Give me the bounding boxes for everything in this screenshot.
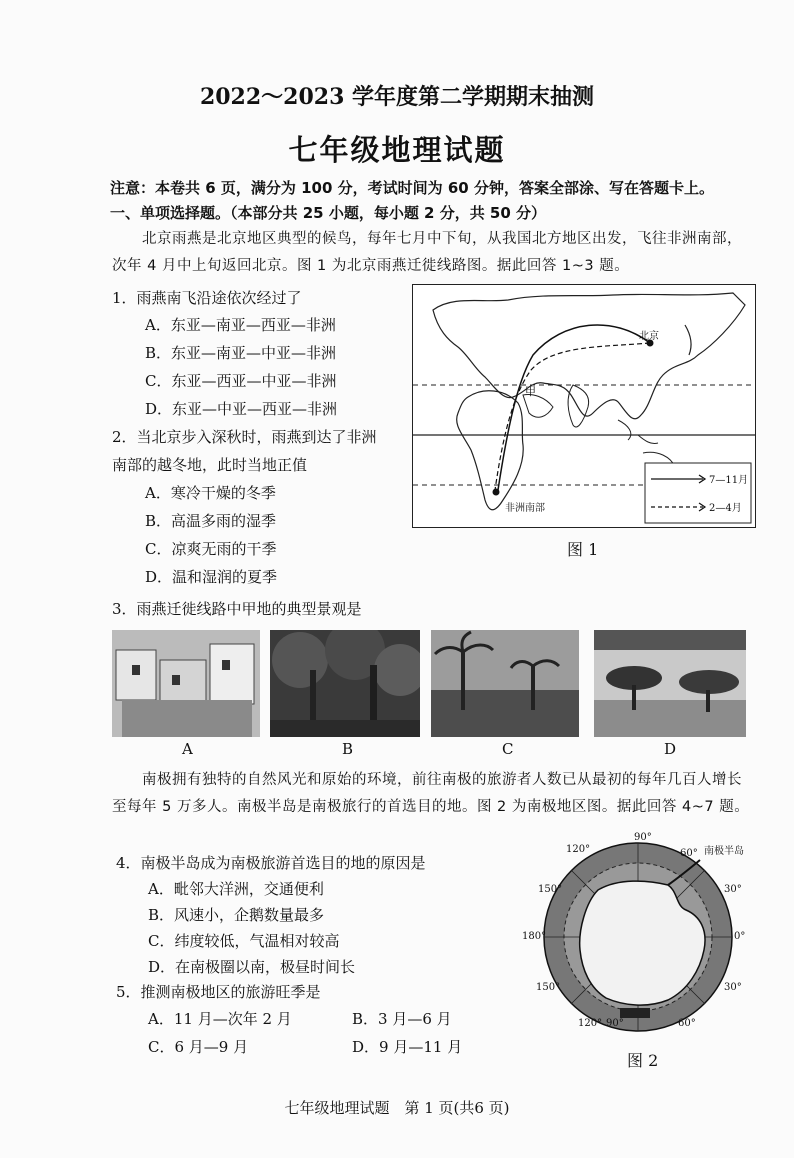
- section-heading: 一、单项选择题。（本部分共 25 小题，每小题 2 分，共 50 分）: [110, 204, 547, 222]
- jia-label: 甲: [525, 385, 536, 398]
- question-2-option-a: A．寒冷干燥的冬季: [145, 484, 276, 502]
- question-1-stem: 1．雨燕南飞沿途依次经过了: [112, 289, 302, 307]
- south-africa-label: 非洲南部: [505, 503, 545, 514]
- question-2-stem-line1: 2．当北京步入深秋时，雨燕到达了非洲: [112, 428, 377, 446]
- photo-d-graphic: [594, 630, 746, 737]
- question-1-option-c: C．东亚—西亚—中亚—非洲: [145, 372, 337, 390]
- question-2-stem-line2: 南部的越冬地，此时当地正值: [112, 456, 308, 474]
- legend-solid-label: 7—11月: [709, 475, 749, 486]
- deg-120-top: 120°: [566, 844, 591, 855]
- question-4-option-c: C．纬度较低，气温相对较高: [148, 932, 340, 950]
- question-5-option-a: A．11 月—次年 2 月: [148, 1010, 292, 1028]
- exam-header-title: 2022～2023 学年度第二学期期末抽测: [199, 84, 595, 110]
- figure-2-antarctica-map: [522, 830, 764, 1040]
- deg-60-bottom: 60°: [678, 1018, 696, 1029]
- photo-b-graphic: [270, 630, 420, 737]
- photo-a-graphic: [112, 630, 260, 737]
- deg-180: 180°: [522, 931, 547, 942]
- question-1-option-b: B．东亚—南亚—中亚—非洲: [145, 344, 337, 362]
- photo-a-label: A: [182, 740, 193, 758]
- question-2-option-d: D．温和湿润的夏季: [145, 568, 278, 586]
- question-1-option-d: D．东亚—中亚—西亚—非洲: [145, 400, 338, 418]
- exam-subtitle: 七年级地理试题: [288, 133, 506, 167]
- exam-note: 注意：本卷共 6 页，满分为 100 分，考试时间为 60 分钟，答案全部涂、写在答题卡上。: [110, 179, 714, 197]
- figure-1-caption: 图 1: [567, 540, 599, 559]
- question-2-option-c: C．凉爽无雨的干季: [145, 540, 277, 558]
- photo-b-rainforest: [270, 630, 420, 737]
- deg-60-top: 60°: [680, 848, 698, 859]
- question-4-option-a: A．毗邻大洋洲，交通便利: [148, 880, 324, 898]
- photo-a-desert-town: [112, 630, 260, 737]
- deg-150-bottom: 150°: [536, 982, 561, 993]
- antarctic-peninsula-label: 南极半岛: [704, 846, 744, 857]
- deg-90-bottom: 90°: [606, 1018, 624, 1029]
- intro-paragraph-1: 北京雨燕是北京地区典型的候鸟，每年七月中下旬，从我国北方地区出发，飞往非洲南部，次年 4 月中上旬返回北京。图 1 为北京雨燕迁徙线路图。据此回答 1~3 题。: [112, 231, 742, 274]
- photo-b-label: B: [342, 740, 354, 758]
- deg-90-top: 90°: [634, 832, 652, 843]
- world-map-sketch: [413, 285, 755, 527]
- deg-150-top: 150°: [538, 884, 563, 895]
- intro-paragraph-2: 南极拥有独特的自然风光和原始的环境，前往南极的旅游者人数已从最初的每年几百人增长至每年 5 万多人。南极半岛是南极旅行的首选目的地。图 2 为南极地区图。据此回答 4~7 题。: [112, 772, 750, 815]
- photo-d-savanna: [594, 630, 746, 737]
- deg-30-bottom: 30°: [724, 982, 742, 993]
- question-1-option-a: A．东亚—南亚—西亚—非洲: [145, 316, 336, 334]
- deg-0: 0°: [734, 931, 746, 942]
- question-3-stem: 3．雨燕迁徙线路中甲地的典型景观是: [112, 600, 362, 618]
- photo-c-palm-coast: [431, 630, 579, 737]
- question-4-stem: 4．南极半岛成为南极旅游首选目的地的原因是: [116, 854, 426, 872]
- question-5-option-d: D．9 月—11 月: [352, 1038, 463, 1056]
- photo-c-graphic: [431, 630, 579, 737]
- question-4-option-d: D．在南极圈以南，极昼时间长: [148, 958, 356, 976]
- south-africa-dot: [493, 489, 500, 496]
- question-2-option-b: B．高温多雨的湿季: [145, 512, 277, 530]
- photo-d-label: D: [664, 740, 677, 758]
- deg-30-top: 30°: [724, 884, 742, 895]
- photo-c-label: C: [502, 740, 514, 758]
- legend-dashed-label: 2—4月: [709, 503, 742, 514]
- antarctica-sketch: [528, 830, 764, 1040]
- question-5-option-b: B．3 月—6 月: [352, 1010, 452, 1028]
- question-4-option-b: B．风速小，企鹅数量最多: [148, 906, 325, 924]
- beijing-label: 北京: [639, 331, 659, 342]
- deg-120-bottom: 120°: [578, 1018, 603, 1029]
- figure-1-migration-map: [412, 284, 756, 528]
- figure-2-caption: 图 2: [627, 1051, 659, 1070]
- question-5-stem: 5．推测南极地区的旅游旺季是: [116, 983, 321, 1001]
- question-5-option-c: C．6 月—9 月: [148, 1038, 249, 1056]
- page-footer: 七年级地理试题 第 1 页(共6 页): [284, 1099, 510, 1117]
